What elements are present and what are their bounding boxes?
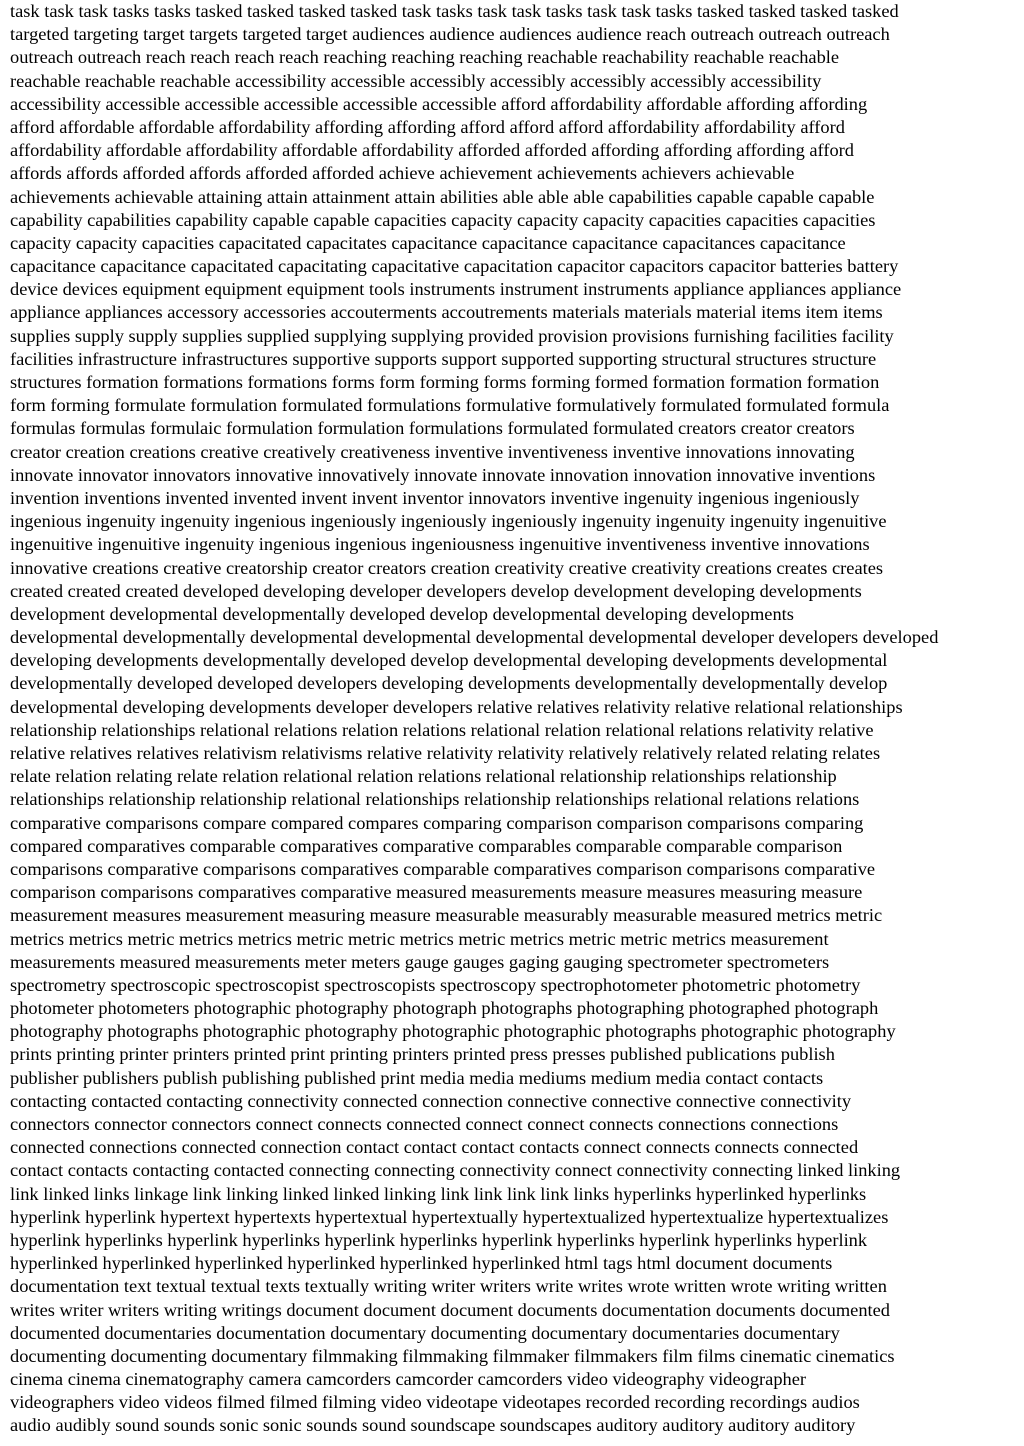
text-line: affordability affordable affordability affordable affordability afforded afforded affording affording affording afford bbox=[10, 140, 854, 161]
text-line: outreach outreach reach reach reach reach reaching reaching reaching reachable reachability reachable reachable bbox=[10, 47, 840, 68]
text-line: developmental developing developments developer developers relative relatives relativity relative relational relationships bbox=[10, 696, 903, 717]
text-line: audio audibly sound sounds sonic sonic sounds sound soundscape soundscapes auditory auditory auditory auditory bbox=[10, 1415, 856, 1436]
text-line: photometer photometers photographic photography photograph photographs photographing photographed photograph bbox=[10, 998, 879, 1019]
text-line: relate relation relating relate relation relational relation relations relational relationship relationships relationship bbox=[10, 766, 837, 787]
text-line: writes writer writers writing writings document document document documents documentation documents documented bbox=[10, 1299, 890, 1320]
text-line: achievements achievable attaining attain attainment attain abilities able able able capabilities capable capable capable bbox=[10, 186, 875, 207]
text-line: spectrometry spectroscopic spectroscopist spectroscopists spectroscopy spectrophotometer photometric photometry bbox=[10, 974, 861, 995]
text-line: reachable reachable reachable accessibility accessible accessibly accessibly accessibly accessibly accessibility bbox=[10, 70, 822, 91]
text-line: relationships relationship relationship relational relationships relationship relationships relational relations relations bbox=[10, 789, 860, 810]
document-body bbox=[10, 0, 1020, 1438]
text-line: creator creation creations creative creatively creativeness inventive inventiveness inventive innovations innovating bbox=[10, 441, 855, 462]
text-line: capability capabilities capability capable capable capacities capacity capacity capacity capacities capacities capacities bbox=[10, 209, 876, 230]
text-line: link linked links linkage link linking linked linked linking link link link link links hyperlinks hyperlinked hyperlinks bbox=[10, 1183, 867, 1204]
text-line: publisher publishers publish publishing published print media media mediums medium media contact contacts bbox=[10, 1067, 824, 1088]
text-line: form forming formulate formulation formulated formulations formulative formulatively formulated formulated formula bbox=[10, 395, 890, 416]
text-line: cinema cinema cinematography camera camcorders camcorder camcorders video videography videographer bbox=[10, 1369, 807, 1390]
text-line: capacity capacity capacities capacitated capacitates capacitance capacitance capacitance capacitances capacitance bbox=[10, 232, 846, 253]
text-line: metrics metrics metric metrics metrics metric metric metrics metric metrics metric metric metrics measurement bbox=[10, 928, 829, 949]
text-line: relationship relationships relational relations relation relations relational relation relational relations relativity relative bbox=[10, 719, 874, 740]
text-line: hyperlink hyperlinks hyperlink hyperlinks hyperlink hyperlinks hyperlink hyperlinks hyperlink hyperlinks hyperlink bbox=[10, 1229, 868, 1250]
text-line: contact contacts contacting contacted connecting connecting connectivity connect connectivity connecting linked linking bbox=[10, 1160, 901, 1181]
text-line: ingenuitive ingenuitive ingenuity ingenious ingenious ingeniousness ingenuitive inventiveness inventive innovations bbox=[10, 534, 870, 555]
text-line: comparative comparisons compare compared compares comparing comparison comparison comparisons comparing bbox=[10, 812, 864, 833]
text-line: task task task tasks tasks tasked tasked tasked tasked task tasks task task tasks task task tasks tasked tasked tasked tasked bbox=[10, 1, 899, 21]
text-line: supplies supply supply supplies supplied supplying supplying provided provision provisions furnishing facilities facility bbox=[10, 325, 894, 346]
text-line: measurements measured measurements meter meters gauge gauges gaging gauging spectrometer spectrometers bbox=[10, 951, 830, 972]
text-line: documented documentaries documentation documentary documenting documentary documentaries documentary bbox=[10, 1322, 840, 1343]
text-line: relative relatives relatives relativism relativisms relative relativity relativity relatively relatively related relating relates bbox=[10, 743, 881, 763]
text-line: appliance appliances accessory accessories accouterments accoutrements materials materials material items item items bbox=[10, 302, 883, 323]
text-line: hyperlink hyperlink hypertext hypertexts hypertextual hypertextually hypertextualized hypertextualize hypertextualizes bbox=[10, 1206, 889, 1227]
text-line: connectors connector connectors connect connects connected connect connect connects connections connections bbox=[10, 1114, 839, 1134]
text-line: ingenious ingenuity ingenuity ingenious ingeniously ingeniously ingeniously ingenuity ingenuity ingenuity ingenuitive bbox=[10, 511, 887, 532]
text-line: developmentally developed developed developers developing developments developmentally developmentally develop bbox=[10, 673, 888, 694]
text-line: hyperlinked hyperlinked hyperlinked hyperlinked hyperlinked hyperlinked html tags html document documents bbox=[10, 1253, 833, 1274]
text-line: connected connections connected connection contact contact contact contacts connect connects connects connected bbox=[10, 1137, 859, 1158]
text-line: targeted targeting target targets targeted target audiences audience audiences audience reach outreach outreach outreach bbox=[10, 24, 890, 45]
text-line: documenting documenting documentary filmmaking filmmaking filmmaker filmmakers film films cinematic cinematics bbox=[10, 1345, 895, 1366]
text-line: afford affordable affordable affordability affording affording afford afford afford affordability affordability afford bbox=[10, 116, 845, 137]
text-line: invention inventions invented invented invent invent inventor innovators inventive ingenuity ingenious ingeniously bbox=[10, 487, 860, 508]
text-line: innovative creations creative creatorship creator creators creation creativity creative creativity creations creates creates bbox=[10, 557, 884, 578]
text-line: structures formation formations formations forms form forming forms forming formed formation formation formation bbox=[10, 372, 880, 392]
text-line: photography photographs photographic photography photographic photographic photographs photographic photography bbox=[10, 1021, 896, 1042]
text-line: developmental developmentally developmental developmental developmental developmental developer developers developed bbox=[10, 627, 939, 648]
text-line: comparisons comparative comparisons comparatives comparable comparatives comparison comparisons comparative bbox=[10, 858, 876, 879]
text-line: measurement measures measurement measuring measure measurable measurably measurable measured metrics metric bbox=[10, 905, 883, 926]
text-line: development developmental developmentally developed develop developmental developing developments bbox=[10, 603, 794, 624]
text-line: affords affords afforded affords afforded afforded achieve achievement achievements achievers achievable bbox=[10, 163, 795, 184]
text-line: innovate innovator innovators innovative innovatively innovate innovate innovation innovation innovative inventions bbox=[10, 464, 876, 485]
text-line: facilities infrastructure infrastructures supportive supports support supported supporting structural structures structure bbox=[10, 348, 877, 369]
text-line: comparison comparisons comparatives comparative measured measurements measure measures measuring measure bbox=[10, 882, 863, 903]
text-line: documentation text textual textual texts textually writing writer writers write writes wrote written wrote writing written bbox=[10, 1276, 887, 1297]
text-line: compared comparatives comparable comparatives comparative comparables comparable comparable comparison bbox=[10, 835, 843, 856]
text-line: contacting contacted contacting connectivity connected connection connective connective connective connectivity bbox=[10, 1090, 852, 1111]
text-line: device devices equipment equipment equipment tools instruments instrument instruments appliance appliances appliance bbox=[10, 279, 902, 300]
text-line: capacitance capacitance capacitated capacitating capacitative capacitation capacitor capacitors capacitor batteries battery bbox=[10, 256, 899, 277]
text-line: developing developments developmentally developed develop developmental developing developments developmental bbox=[10, 650, 888, 671]
text-line: created created created developed developing developer developers develop development developing developments bbox=[10, 580, 862, 601]
text-line: formulas formulas formulaic formulation formulation formulations formulated formulated creators creator creators bbox=[10, 418, 855, 439]
text-line: accessibility accessible accessible accessible accessible accessible afford affordability affordable affording affording bbox=[10, 93, 868, 114]
text-line: videographers video videos filmed filmed filming video videotape videotapes recorded recording recordings audios bbox=[10, 1392, 860, 1413]
text-line: prints printing printer printers printed print printing printers printed press presses published publications publish bbox=[10, 1044, 835, 1065]
